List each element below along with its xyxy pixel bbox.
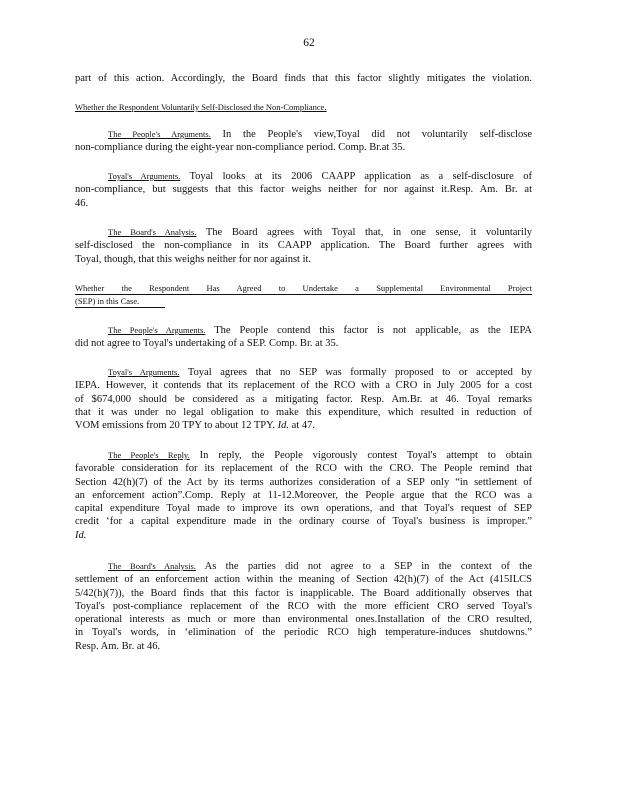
- paragraph-label: The Board's Analysis.: [108, 227, 197, 237]
- heading-underline: [75, 307, 165, 308]
- section-heading-self-disclosure: [75, 101, 455, 114]
- intro-line: part of this action. Accordingly, the Board finds that this factor slightly mitigates the violation.: [75, 73, 532, 84]
- paragraph-label: The People's Arguments.: [108, 129, 211, 139]
- heading-line: [75, 101, 455, 114]
- paragraph-toyal-arguments-2: Toyal's Arguments. Toyal agrees that no SEP was formally proposed to or accepted by IEPA. However, it contends that its replacement of the RCO with a CRO in July 2005 for a cost of $674,000 should be considered as a mitigating factor. Resp. Am.Br. at 46. Toyal remarks that it was under no legal obligation to make this expenditure, which resulted in reduction of VOM emissions from 20 TPY to about 12 TPY. Id. at 47.: [75, 367, 532, 432]
- paragraph-label: Toyal's Arguments.: [108, 171, 181, 181]
- paragraph-label: The Board's Analysis.: [108, 561, 196, 571]
- heading-text: Whether the Respondent Voluntarily Self-Disclosed the Non-Compliance.: [75, 102, 327, 112]
- paragraph-label: Toyal's Arguments.: [108, 367, 180, 377]
- heading-line-1: Whether the Respondent Has Agreed to Undertake a Supplemental Environmental Project: [75, 283, 532, 293]
- paragraph-board-analysis-1: The Board's Analysis. The Board agrees with Toyal that, in one sense, it voluntarily self-disclosed the non-compliance in its CAAPP application. The Board further agrees with Toyal, though, that this weighs neither for nor against it.: [75, 227, 532, 265]
- paragraph-people-arguments-1: The People's Arguments. In the People's view,Toyal did not voluntarily self-disclose non-compliance during the eight-year non-compliance period. Comp. Br.at 35.: [75, 129, 532, 154]
- heading-underline: [75, 294, 532, 295]
- intro-paragraph: [75, 72, 532, 85]
- page-number: 62: [303, 37, 315, 49]
- paragraph-board-analysis-2: The Board's Analysis. As the parties did not agree to a SEP in the context of the settlement of an enforcement action within the meaning of Section 42(h)(7) of the Act (415ILCS 5/42(h)(7)), the Board finds that this factor is inapplicable. The Board additionally observes that Toyal's post-compliance replacement of the RCO with the more efficient CRO served Toyal's operational interests as much or more than environmental ones.Installation of the CRO resulted, in Toyal's words, in ‘elimination of the periodic RCO high temperature-induces shutdowns.” Resp. Am. Br. at 46.: [75, 561, 532, 652]
- section-heading-sep: [75, 282, 532, 308]
- paragraph-people-reply: The People's Reply. In reply, the People vigorously contest Toyal's attempt to obtain favorable consideration for its replacement of the RCO with the CRO. The People remind that Section 42(h)(7) of the Act by its terms authorizes consideration of a SEP only “in settlement of an enforcement action”.Comp. Reply at 11-12.Moreover, the People argue that the RCO was a capital expenditure Toyal made to improve its own operations, and that Toyal's request of SEP credit ‘for a capital expenditure made in the ordinary course of Toyal's business is improper.” Id.: [75, 450, 532, 541]
- paragraph-label: The People's Reply.: [108, 450, 190, 460]
- paragraph-toyal-arguments-1: Toyal's Arguments. Toyal looks at its 2006 CAAPP application as a self-disclosure of non-compliance, but suggests that this factor weighs neither for nor against it.Resp. Am. Br. at 46.: [75, 171, 532, 209]
- paragraph-people-arguments-2: The People's Arguments. The People contend this factor is not applicable, as the IEPA did not agree to Toyal's undertaking of a SEP. Comp. Br. at 35.: [75, 325, 532, 350]
- paragraph-label: The People's Arguments.: [108, 325, 206, 335]
- heading-line-2: (SEP) in this Case.: [75, 296, 140, 306]
